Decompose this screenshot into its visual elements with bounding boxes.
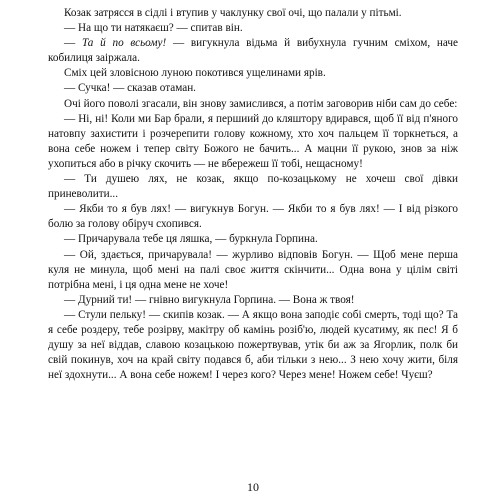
paragraph-13: — Стули пельку! — скипів козак. — А якщо вона заподіє собі смерть, тоді що? Та я себе роздеру, тебе розірву, макітру об камінь розіб'ю, людей кусатиму, як пес! Я б душу за неї віддав, славою козацькою пожертвував, утік би аж за Ягорлик, полк би свій покинув, хоч на край світу подався б, аби тільки з нею... З нею хочу жити, біля неї здохнути... А вона себе ножем! І через кого? Через мене! Ножем себе! Чуєш? xyxy=(48,308,458,382)
text-block xyxy=(48,6,458,383)
paragraph-5: — Сучка! — сказав отаман. xyxy=(64,82,196,95)
paragraph-3: — Та й по всьому! — вигукнула відьма й вибухнула гучним сміхом, наче кобилиця заіржала. xyxy=(48,37,458,65)
paragraph-2: — На що ти натякаєш? — спитав він. xyxy=(64,22,243,35)
italic-exclamation: Та й по всьому! xyxy=(81,37,167,50)
paragraph-6: Очі його поволі згасали, він знову замислився, а потім заговорив ніби сам до себе: xyxy=(64,97,458,110)
paragraph-12: — Дурний ти! — гнівно вигукнула Горпина. — Вона ж твоя! xyxy=(64,293,355,306)
paragraph-9: — Якби то я був лях! — вигукнув Богун. — Якби то я був лях! — І від різкого болю за голову обіруч схопився. xyxy=(48,203,458,231)
paragraph-7: — Ні, ні! Коли ми Бар брали, я першиий до кляштору вдирався, щоб її від п'яного натовпу захистити і розчерепити голову кожному, хто хоч пальцем її торкнеться, а вона себе ножем і тепер світу Божого не бачить... А мацни її рукою, знов за ніж ухопиться або в річку скочить — не вбережеш її тобі, нещасному! xyxy=(48,112,458,170)
paragraph-4: Сміх цей зловісною луною покотився ущелинами ярів. xyxy=(64,67,326,80)
paragraph-1: Козак затрясся в сідлі і втупив у чаклунку свої очі, що палали у пітьмі. xyxy=(64,7,402,19)
book-page xyxy=(48,6,458,494)
page-number: 10 xyxy=(247,480,259,494)
paragraph-11: — Ой, здається, причарувала! — журливо відповів Богун. — Щоб мене перша куля не минула, щоб мені на палі своє життя скінчити... Одна вона у цілім світі потрібна мені, і ця одна мене не хоче! xyxy=(48,248,458,291)
paragraph-8: — Ти душею лях, не козак, якщо по-козацькому не хочеш свої дівки приневолити... xyxy=(48,173,458,201)
paragraph-10: — Причарувала тебе ця ляшка, — буркнула Горпина. xyxy=(64,233,318,246)
